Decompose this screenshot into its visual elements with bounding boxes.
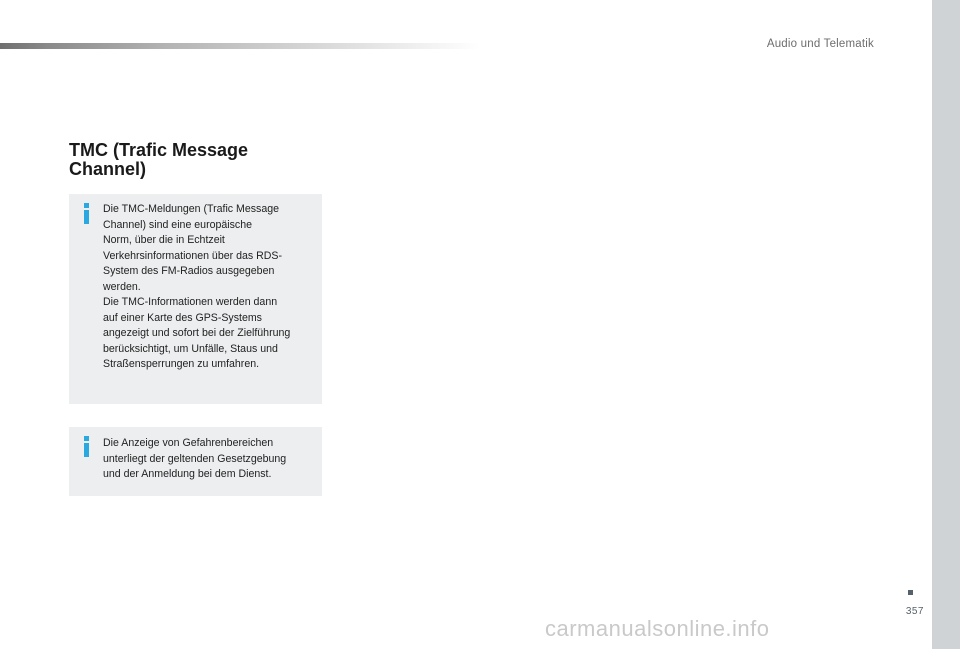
info-box [69, 194, 322, 404]
info-paragraph: Die TMC-Informationen werden dann auf einer Karte des GPS-Systems angezeigt und sofort bei der Zielführung berücksichtigt, um Unfälle, Staus und Straßensperrungen zu umfahren. [103, 296, 291, 370]
info-box-text [103, 436, 314, 483]
info-paragraph: Die TMC-Meldungen (Trafic Message Channel) sind eine europäische Norm, über die in Echtzeit Verkehrsinformationen über das RDS- System des FM-Radios ausgegeben werden. [103, 203, 283, 293]
page-edge-sidebar [932, 0, 960, 649]
info-icon [80, 203, 94, 224]
info-box [69, 427, 322, 496]
info-icon [80, 436, 94, 457]
info-paragraph: Die Anzeige von Gefahrenbereichen unterliegt der geltenden Gesetzgebung und der Anmeldung bei dem Dienst. [103, 437, 287, 480]
info-box-text [103, 202, 314, 373]
page-title-text: TMC (Trafic Message Channel) [69, 140, 249, 179]
header-rule [0, 43, 480, 49]
section-title: Audio und Telematik [766, 38, 874, 50]
watermark: carmanualsonline.info [545, 616, 770, 641]
page-marker [908, 590, 913, 595]
page-number: 357 [905, 606, 924, 617]
page-title [69, 141, 329, 179]
